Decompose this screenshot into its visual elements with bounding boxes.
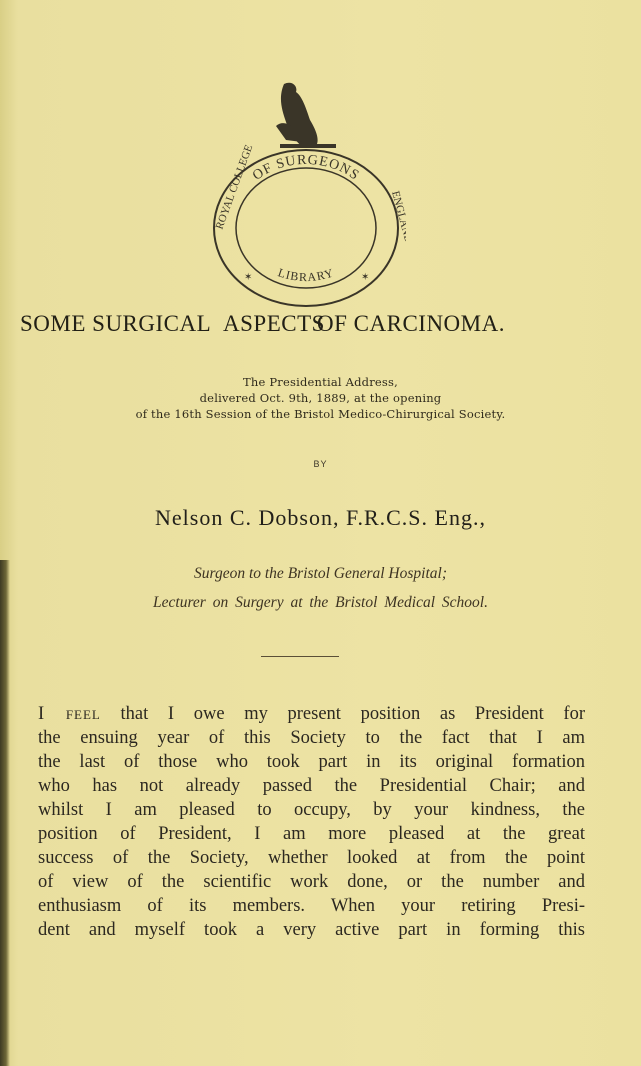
stamp-right-text: ENGLAND bbox=[389, 189, 406, 245]
body-line: who has not already passed the Presidential Chair; and bbox=[38, 776, 585, 796]
stamp-left-text: ROYAL COLLEGE bbox=[213, 143, 256, 232]
page-title bbox=[0, 311, 641, 347]
body-text bbox=[38, 702, 585, 942]
stamp-top-text: OF SURGEONS bbox=[250, 152, 362, 184]
body-line: enthusiasm of its members. When your retiring Presi- bbox=[38, 896, 585, 916]
stamp-bottom-text: LIBRARY bbox=[276, 265, 336, 285]
star-right-icon: ✶ bbox=[361, 272, 370, 283]
author-role-1: Surgeon to the Bristol General Hospital; bbox=[193, 565, 447, 582]
title-right: OF CARCINOMA. bbox=[317, 311, 505, 336]
drop-word: I feel bbox=[38, 704, 101, 724]
title-left: SOME SURGICAL bbox=[20, 311, 212, 336]
by-label: BY bbox=[313, 459, 328, 469]
body-line: the ensuing year of this Society to the fact that I am bbox=[38, 728, 585, 748]
body-line: I feel that I owe my present position as President for bbox=[38, 704, 585, 724]
author-name: Nelson C. Dobson, F.R.C.S. Eng., bbox=[155, 505, 486, 530]
library-stamp bbox=[206, 80, 406, 330]
stamp-icon bbox=[206, 80, 406, 330]
star-left-icon: ✶ bbox=[244, 272, 253, 283]
bird-crest-icon bbox=[276, 83, 336, 148]
body-line: the last of those who took part in its original formation bbox=[38, 752, 585, 772]
body-line: whilst I am pleased to occupy, by your kindness, the bbox=[38, 800, 585, 820]
address-line-2: delivered Oct. 9th, 1889, at the opening bbox=[199, 391, 442, 405]
address-line-1: The Presidential Address, bbox=[242, 375, 398, 389]
author-role-2: Lecturer on Surgery at the Bristol Medical School. bbox=[153, 594, 488, 611]
body-line: position of President, I am more pleased at the great bbox=[38, 824, 585, 844]
body-line: success of the Society, whether looked at from the point bbox=[38, 848, 585, 868]
binding-shadow bbox=[0, 560, 10, 1066]
body-line: dent and myself took a very active part in forming this bbox=[38, 920, 585, 940]
divider bbox=[261, 656, 339, 657]
svg-text:LIBRARY bbox=[276, 265, 336, 284]
body-line: of view of the scientific work done, or the number and bbox=[38, 872, 585, 892]
address-line-3: of the 16th Session of the Bristol Medico-Chirurgical Society. bbox=[135, 407, 506, 421]
title-middle: ASPECTS bbox=[223, 311, 325, 336]
